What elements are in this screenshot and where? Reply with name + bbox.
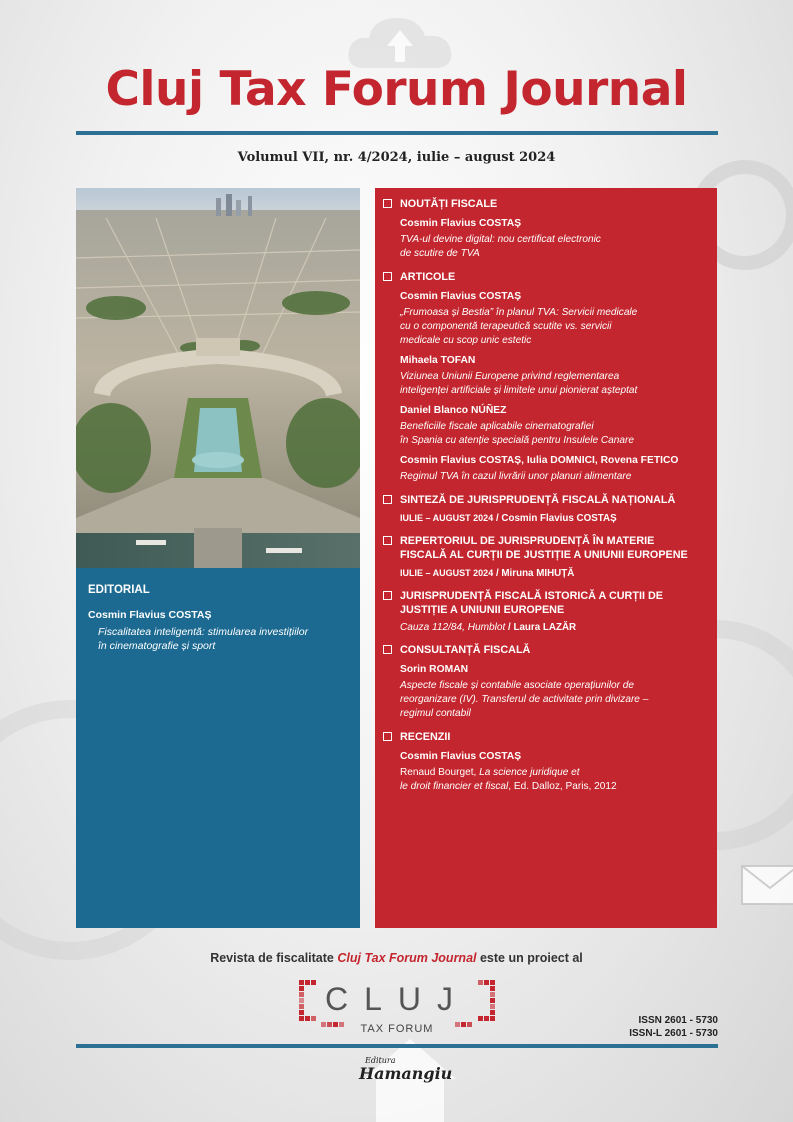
contents-entry [383,750,709,794]
issn-block [614,1014,718,1040]
byline-separator: / [508,622,514,633]
section-heading: RECENZII [400,731,451,743]
contents-entry [383,217,709,261]
contents-entry [383,454,709,484]
entry-title [400,306,709,348]
section-heading: CONSULTANȚĂ FISCALĂ [400,644,531,656]
section-author: Cosmin Flavius COSTAȘ [501,513,617,524]
section-recenzii [383,730,709,794]
entry-title [400,233,709,261]
entry-author: Cosmin Flavius COSTAȘ [400,218,522,229]
section-heading [400,534,709,562]
entry-title-line: TVA-ul devine digital: nou certificat electronic [400,234,601,245]
section-heading: SINTEZĂ DE JURISPRUDENȚĂ FISCALĂ NAȚIONALĂ [400,494,676,506]
section-heading: NOUTĂȚI FISCALE [400,198,498,210]
entry-title [400,679,709,721]
editorial-title [88,625,348,653]
section-period: IULIE – AUGUST 2024 [400,513,494,523]
section-heading-line: REPERTORIUL DE JURISPRUDENȚĂ ÎN MATERIE [400,535,655,547]
entry-title-line: Viziunea Uniunii Europene privind reglementarea [400,371,620,382]
review-book-title: La science juridique et [479,767,580,778]
project-prefix: Revista de fiscalitate [210,951,338,965]
section-sinteza-jurisprudenta [383,493,709,525]
section-heading [400,589,709,617]
section-author: Miruna MIHUȚĂ [501,568,575,579]
entry-title-line: reorganizare (IV). Transferul de activitate prin divizare – [400,694,649,705]
envelope-icon [738,852,793,914]
section-heading-line: JUSTIȚIE A UNIUNII EUROPENE [400,604,565,616]
review-reference [400,766,709,794]
entry-author: Cosmin Flavius COSTAȘ, Iulia DOMNICI, Rovena FETICO [400,455,679,466]
editorial-panel [76,568,360,928]
section-byline [383,622,709,634]
entry-title-line: în Spania cu atenție specială pentru Insulele Canare [400,435,634,446]
entry-author: Daniel Blanco NÚÑEZ [400,405,507,416]
entry-title [400,420,709,448]
checkbox-bullet-icon [383,272,392,281]
contents-entry [383,404,709,448]
cover-photo [76,188,360,568]
case-reference: Cauza 112/84, Humblot [400,622,506,633]
contents-panel [375,188,717,928]
publisher-label: Editura [365,1056,396,1065]
checkbox-bullet-icon [383,495,392,504]
issue-line: Volumul VII, nr. 4/2024, iulie – august 2024 [237,150,556,165]
contents-entry [383,290,709,348]
checkbox-bullet-icon [383,645,392,654]
editorial-author: Cosmin Flavius COSTAȘ [88,609,212,621]
section-articole [383,270,709,484]
section-heading-line: FISCALĂ AL CURȚII DE JUSTIȚIE A UNIUNII EUROPENE [400,549,688,561]
section-author: Laura LAZĂR [513,622,577,633]
editorial-title-line: în cinematografie și sport [98,640,216,652]
checkbox-bullet-icon [383,591,392,600]
review-publisher: , Ed. Dalloz, Paris, 2012 [508,781,617,792]
contents-entry [383,663,709,721]
entry-title-line: cu o componentă terapeutică scutite vs. servicii [400,321,612,332]
journal-title: Cluj Tax Forum Journal [105,62,688,117]
entry-title-line: inteligenței artificiale și limitele unui pionierat așteptat [400,385,638,396]
entry-title [400,470,709,484]
project-suffix: este un proiect al [476,951,583,965]
entry-author: Cosmin Flavius COSTAȘ [400,291,522,302]
entry-title-line: medicale cu scop unic estetic [400,335,532,346]
section-period: IULIE – AUGUST 2024 [400,568,494,578]
issn-number: ISSN 2601 - 5730 [638,1015,718,1026]
logo-sub-text: TAX FORUM [360,1023,434,1035]
editorial-heading: EDITORIAL [88,584,150,596]
footer-divider [76,1044,718,1048]
checkbox-bullet-icon [383,199,392,208]
publisher-logo [347,1056,453,1096]
section-byline [383,567,709,580]
entry-author: Cosmin Flavius COSTAȘ [400,751,522,762]
entry-title-line: „Frumoasa și Bestia” în planul TVA: Servicii medicale [400,307,638,318]
review-author: Renaud Bourget, [400,767,480,778]
entry-author: Sorin ROMAN [400,664,469,675]
entry-title-line: Beneficiile fiscale aplicabile cinematografiei [400,421,594,432]
publisher-name: Hamangiu [359,1064,453,1083]
entry-title-line: de scutire de TVA [400,248,480,259]
contents-entry [383,354,709,398]
section-heading: ARTICOLE [400,271,456,283]
section-jurisprudenta-istorica [383,589,709,634]
project-brand: Cluj Tax Forum Journal [337,951,477,965]
review-book-title: le droit financier et fiscal [400,781,509,792]
section-repertoriul [383,534,709,580]
section-byline [383,512,709,525]
entry-title [400,370,709,398]
project-statement [0,951,793,965]
entry-author: Mihaela TOFAN [400,355,476,366]
byline-separator: / [495,568,502,579]
cluj-tax-forum-logo [297,978,497,1036]
section-noutati-fiscale [383,197,709,261]
issn-l-number: ISSN-L 2601 - 5730 [629,1028,718,1039]
cloud-upload-icon [345,10,455,70]
checkbox-bullet-icon [383,536,392,545]
entry-title-line: regimul contabil [400,708,471,719]
editorial-title-line: Fiscalitatea inteligentă: stimularea investițiilor [98,626,309,638]
entry-title-line: Regimul TVA în cazul livrării unor planuri alimentare [400,471,632,482]
byline-separator: / [495,513,502,524]
section-heading-line: JURISPRUDENȚĂ FISCALĂ ISTORICĂ A CURȚII DE [400,590,663,602]
entry-title-line: Aspecte fiscale și contabile asociate operațiunilor de [400,680,634,691]
section-consultanta-fiscala [383,643,709,721]
logo-main-text: CLUJ [324,981,470,1017]
checkbox-bullet-icon [383,732,392,741]
title-divider [76,131,718,135]
